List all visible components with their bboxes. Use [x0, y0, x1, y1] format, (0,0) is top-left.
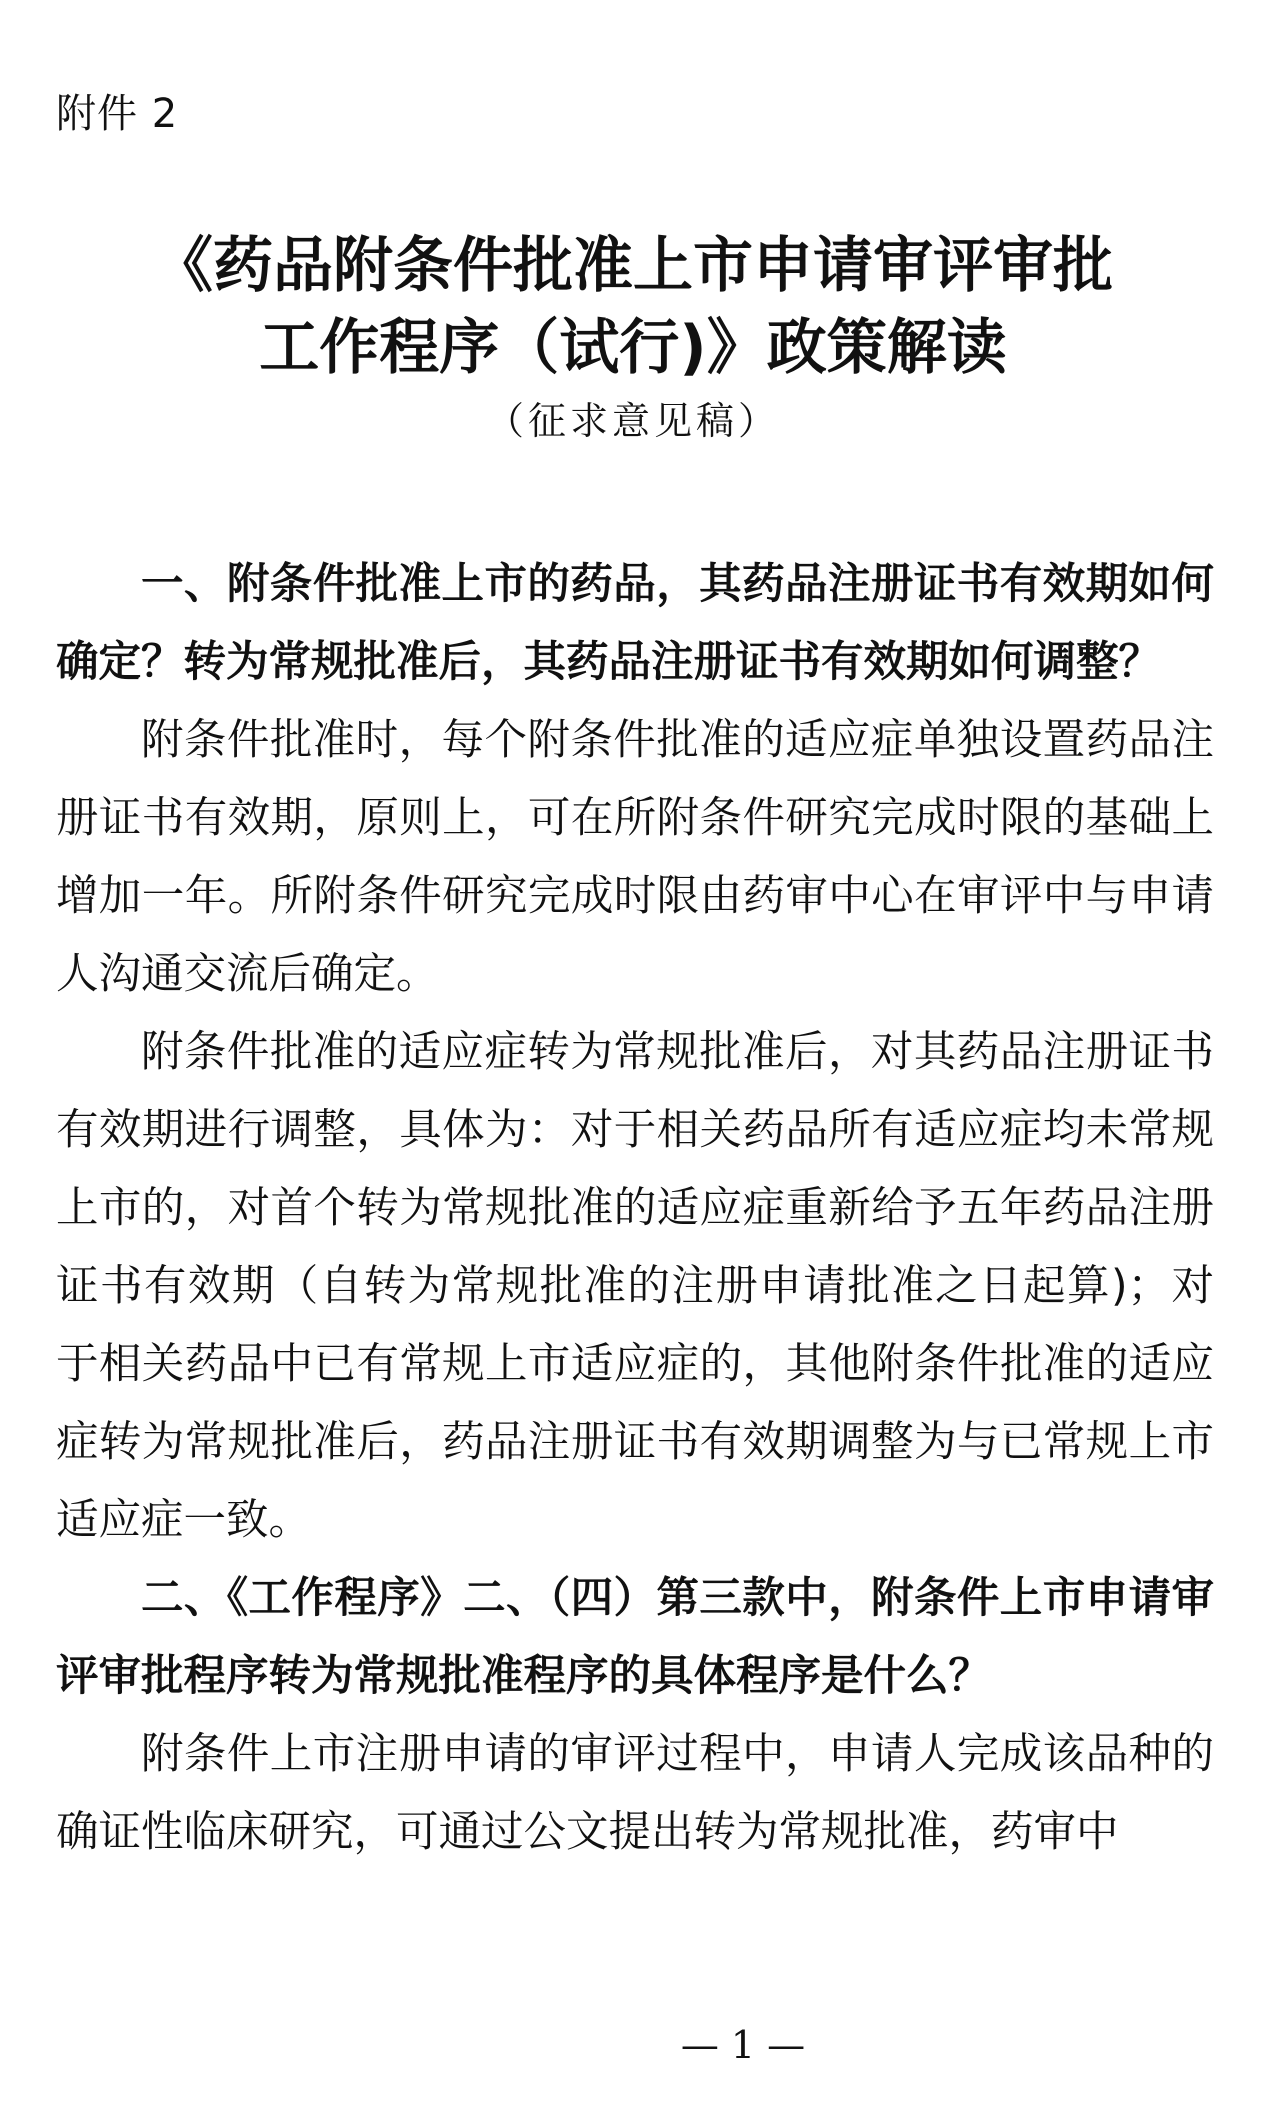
page-number: — 1 —: [680, 2023, 806, 2067]
answer-2-paragraph-1: 附条件上市注册申请的审评过程中，申请人完成该品种的确证性临床研究，可通过公文提出转为常规批准，药审中: [56, 1730, 1214, 1857]
document-subtitle: （征求意见稿）: [485, 399, 780, 443]
title-line-2: 工作程序（试行)》政策解读: [259, 313, 1007, 383]
document-title: [0, 225, 1266, 389]
question-1: 一、附条件批准上市的药品，其药品注册证书有效期如何确定？转为常规批准后，其药品注册证书有效期如何调整？: [56, 560, 1214, 687]
attachment-label: 附件 2: [56, 91, 179, 137]
answer-1-paragraph-2: 附条件批准的适应症转为常规批准后，对其药品注册证书有效期进行调整，具体为：对于相关药品所有适应症均未常规上市的，对首个转为常规批准的适应症重新给予五年药品注册证书有效期（自转为常规批准的注册申请批准之日起算)；对于相关药品中已有常规上市适应症的，其他附条件批准的适应症转为常规批准后，药品注册证书有效期调整为与已常规上市适应症一致。: [56, 1028, 1214, 1545]
answer-1-paragraph-1: 附条件批准时，每个附条件批准的适应症单独设置药品注册证书有效期，原则上，可在所附条件研究完成时限的基础上增加一年。所附条件研究完成时限由药审中心在审评中与申请人沟通交流后确定。: [56, 716, 1214, 999]
title-line-1: 《药品附条件批准上市申请审评审批: [153, 231, 1113, 301]
question-2: 二、《工作程序》二、（四）第三款中，附条件上市申请审评审批程序转为常规批准程序的具体程序是什么？: [56, 1574, 1214, 1701]
document-body: [56, 546, 1214, 1872]
